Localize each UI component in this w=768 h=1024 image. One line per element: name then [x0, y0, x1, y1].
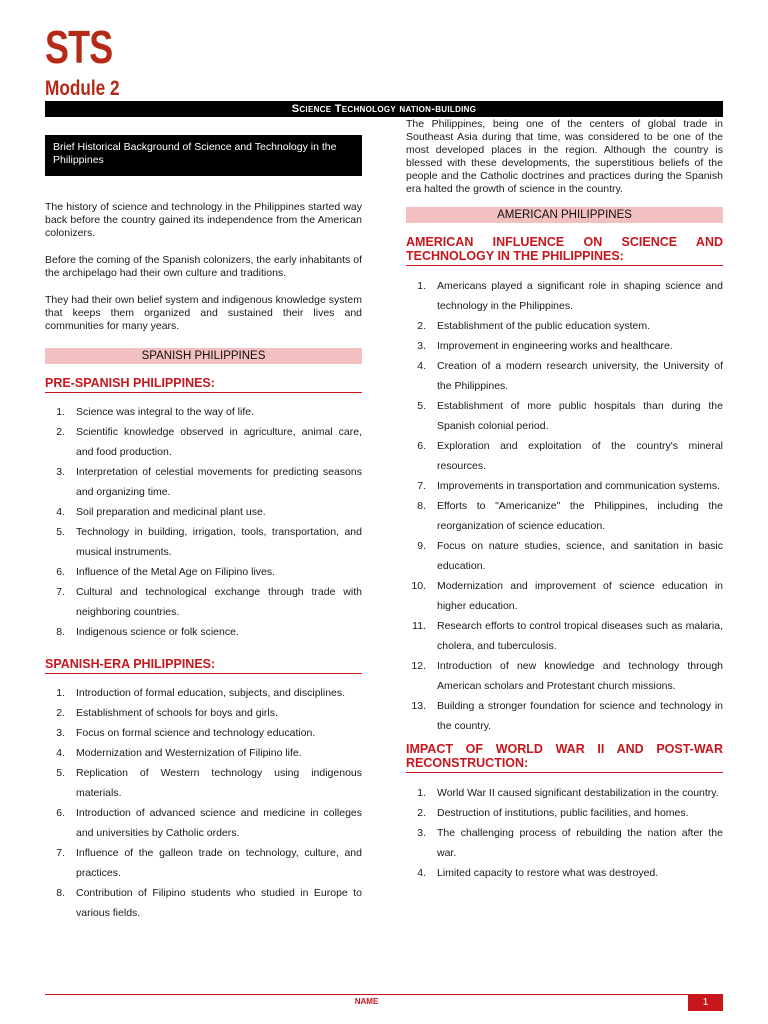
section-band-spanish: SPANISH PHILIPPINES — [45, 348, 362, 364]
list-item — [406, 616, 723, 656]
list-item-number: 4. — [56, 747, 65, 759]
list-item-text: Establishment of schools for boys and girls. — [76, 707, 278, 719]
list-item — [406, 316, 723, 336]
list-item-number: 13. — [411, 700, 426, 712]
list-item-number: 4. — [417, 867, 426, 879]
list-item-number: 6. — [56, 807, 65, 819]
list-item — [45, 743, 362, 763]
list-item-number: 1. — [417, 280, 426, 292]
list-item — [45, 462, 362, 502]
list-item-number: 12. — [411, 660, 426, 672]
list-item-number: 7. — [417, 480, 426, 492]
footer-divider — [45, 994, 723, 995]
list-item — [45, 703, 362, 723]
section-band-american: AMERICAN PHILIPPINES — [406, 207, 723, 223]
list-item-text: Soil preparation and medicinal plant use. — [76, 506, 266, 518]
list-item-text: Efforts to "Americanize" the Philippines, including the reorganization of science education. — [437, 500, 723, 532]
page-title: Science Technology nation-building — [45, 101, 723, 117]
list-item-text: Creation of a modern research university, the University of the Philippines. — [437, 360, 723, 392]
list-item — [406, 336, 723, 356]
list-item — [45, 522, 362, 562]
wwii-list — [406, 783, 723, 883]
list-item — [45, 763, 362, 803]
list-item-text: Influence of the Metal Age on Filipino lives. — [76, 566, 276, 578]
list-item-number: 9. — [417, 540, 426, 552]
list-item — [45, 723, 362, 743]
list-item-text: Research efforts to control tropical diseases such as malaria, cholera, and tuberculosis. — [437, 620, 723, 652]
list-item — [406, 696, 723, 736]
list-item-number: 4. — [417, 360, 426, 372]
list-item-number: 8. — [417, 500, 426, 512]
list-item-text: Establishment of the public education system. — [437, 320, 651, 332]
list-item — [406, 803, 723, 823]
list-item-text: Introduction of advanced science and medicine in colleges and universities by Catholic orders. — [76, 807, 362, 839]
list-item — [45, 803, 362, 843]
list-item — [406, 356, 723, 396]
list-item-text: Destruction of institutions, public facilities, and homes. — [437, 807, 689, 819]
list-item-text: Interpretation of celestial movements for predicting seasons and organizing time. — [76, 466, 362, 498]
intro-paragraph: The history of science and technology in the Philippines started way back before the country gained its independence from the American colonizers. — [45, 201, 362, 239]
list-item-text: Focus on nature studies, science, and sanitation in basic education. — [437, 540, 723, 572]
list-item-text: Technology in building, irrigation, tools, transportation, and musical instruments. — [76, 526, 362, 558]
list-item — [406, 496, 723, 536]
left-column — [45, 118, 362, 923]
sts-logo: STS — [45, 21, 113, 73]
list-item-number: 3. — [56, 466, 65, 478]
brief-background-box: Brief Historical Background of Science and Technology in the Philippines — [45, 135, 362, 176]
list-item-text: Modernization and Westernization of Filipino life. — [76, 747, 302, 759]
list-item-number: 6. — [56, 566, 65, 578]
heading-spanish-era: SPANISH-ERA PHILIPPINES: — [45, 657, 362, 674]
list-item-number: 6. — [417, 440, 426, 452]
list-item — [45, 622, 362, 642]
list-item-number: 10. — [411, 580, 426, 592]
heading-american-influence: AMERICAN INFLUENCE ON SCIENCE AND TECHNOLOGY IN THE PHILIPPINES: — [406, 235, 723, 266]
intro-paragraph: The Philippines, being one of the centers of global trade in Southeast Asia during that time, was considered to be one of the most developed places in the region. Although the country is blessed with these developments, the superstitious beliefs of the people and the Catholic doctrines and practices during the Spanish era halted the growth of science in the country. — [406, 118, 723, 195]
heading-wwii: IMPACT OF WORLD WAR II AND POST-WAR RECONSTRUCTION: — [406, 742, 723, 773]
list-item — [406, 656, 723, 696]
list-item-number: 2. — [417, 807, 426, 819]
heading-pre-spanish: PRE-SPANISH PHILIPPINES: — [45, 376, 362, 393]
list-item-text: Replication of Western technology using indigenous materials. — [76, 767, 362, 799]
list-item — [45, 883, 362, 923]
list-item — [406, 576, 723, 616]
list-item-text: Focus on formal science and technology education. — [76, 727, 316, 739]
list-item-text: Introduction of formal education, subjects, and disciplines. — [76, 687, 346, 699]
list-item-number: 3. — [417, 340, 426, 352]
list-item-text: Contribution of Filipino students who studied in Europe to various fields. — [76, 887, 362, 919]
intro-paragraph: They had their own belief system and indigenous knowledge system that keeps them organized and sustained their lives and communities for many years. — [45, 294, 362, 332]
list-item-number: 1. — [417, 787, 426, 799]
list-item-text: Improvement in engineering works and healthcare. — [437, 340, 673, 352]
list-item-number: 7. — [56, 586, 65, 598]
list-item — [45, 402, 362, 422]
list-item-number: 8. — [56, 626, 65, 638]
list-item-number: 11. — [412, 620, 426, 632]
list-item — [45, 502, 362, 522]
list-item — [406, 396, 723, 436]
list-item-text: Science was integral to the way of life. — [76, 406, 255, 418]
list-item-number: 5. — [417, 400, 426, 412]
right-column — [406, 118, 723, 883]
list-item — [406, 276, 723, 316]
list-item — [45, 843, 362, 883]
list-item-number: 3. — [417, 827, 426, 839]
list-item — [406, 863, 723, 883]
list-item-text: Introduction of new knowledge and technology through American scholars and Protestant church missions. — [437, 660, 723, 692]
list-item-text: Limited capacity to restore what was destroyed. — [437, 867, 659, 879]
list-item-number: 2. — [56, 426, 65, 438]
list-item-text: Cultural and technological exchange through trade with neighboring countries. — [76, 586, 362, 618]
list-item-number: 3. — [56, 727, 65, 739]
list-item-text: Influence of the galleon trade on technology, culture, and practices. — [76, 847, 362, 879]
list-item — [406, 536, 723, 576]
footer-name-label: NAME — [354, 997, 379, 1006]
list-item-number: 1. — [56, 687, 65, 699]
american-list — [406, 276, 723, 736]
list-item-number: 2. — [417, 320, 426, 332]
intro-paragraph: Before the coming of the Spanish colonizers, the early inhabitants of the archipelago had their own culture and traditions. — [45, 254, 362, 279]
list-item-text: Building a stronger foundation for science and technology in the country. — [437, 700, 723, 732]
list-item-text: Exploration and exploitation of the country's mineral resources. — [437, 440, 723, 472]
list-item — [45, 422, 362, 462]
list-item — [406, 823, 723, 863]
list-item-text: Americans played a significant role in shaping science and technology in the Philippines. — [437, 280, 723, 312]
list-item — [45, 582, 362, 622]
spanish-era-list — [45, 683, 362, 923]
list-item-number: 5. — [56, 526, 65, 538]
list-item-number: 2. — [56, 707, 65, 719]
list-item — [45, 562, 362, 582]
list-item-text: Indigenous science or folk science. — [76, 626, 239, 638]
list-item-text: Improvements in transportation and communication systems. — [437, 480, 721, 492]
module-label: Module 2 — [45, 77, 120, 100]
pre-spanish-list — [45, 402, 362, 642]
list-item-text: The challenging process of rebuilding the nation after the war. — [437, 827, 723, 859]
list-item-number: 7. — [56, 847, 65, 859]
list-item-number: 4. — [56, 506, 65, 518]
list-item — [406, 783, 723, 803]
list-item-number: 5. — [56, 767, 65, 779]
page-number: 1 — [688, 995, 723, 1011]
list-item-number: 1. — [56, 406, 65, 418]
list-item — [406, 476, 723, 496]
list-item-text: Modernization and improvement of science education in higher education. — [437, 580, 723, 612]
list-item-text: Establishment of more public hospitals than during the Spanish colonial period. — [437, 400, 723, 432]
list-item — [406, 436, 723, 476]
list-item-text: Scientific knowledge observed in agriculture, animal care, and food production. — [76, 426, 362, 458]
list-item — [45, 683, 362, 703]
list-item-number: 8. — [56, 887, 65, 899]
list-item-text: World War II caused significant destabilization in the country. — [437, 787, 719, 799]
